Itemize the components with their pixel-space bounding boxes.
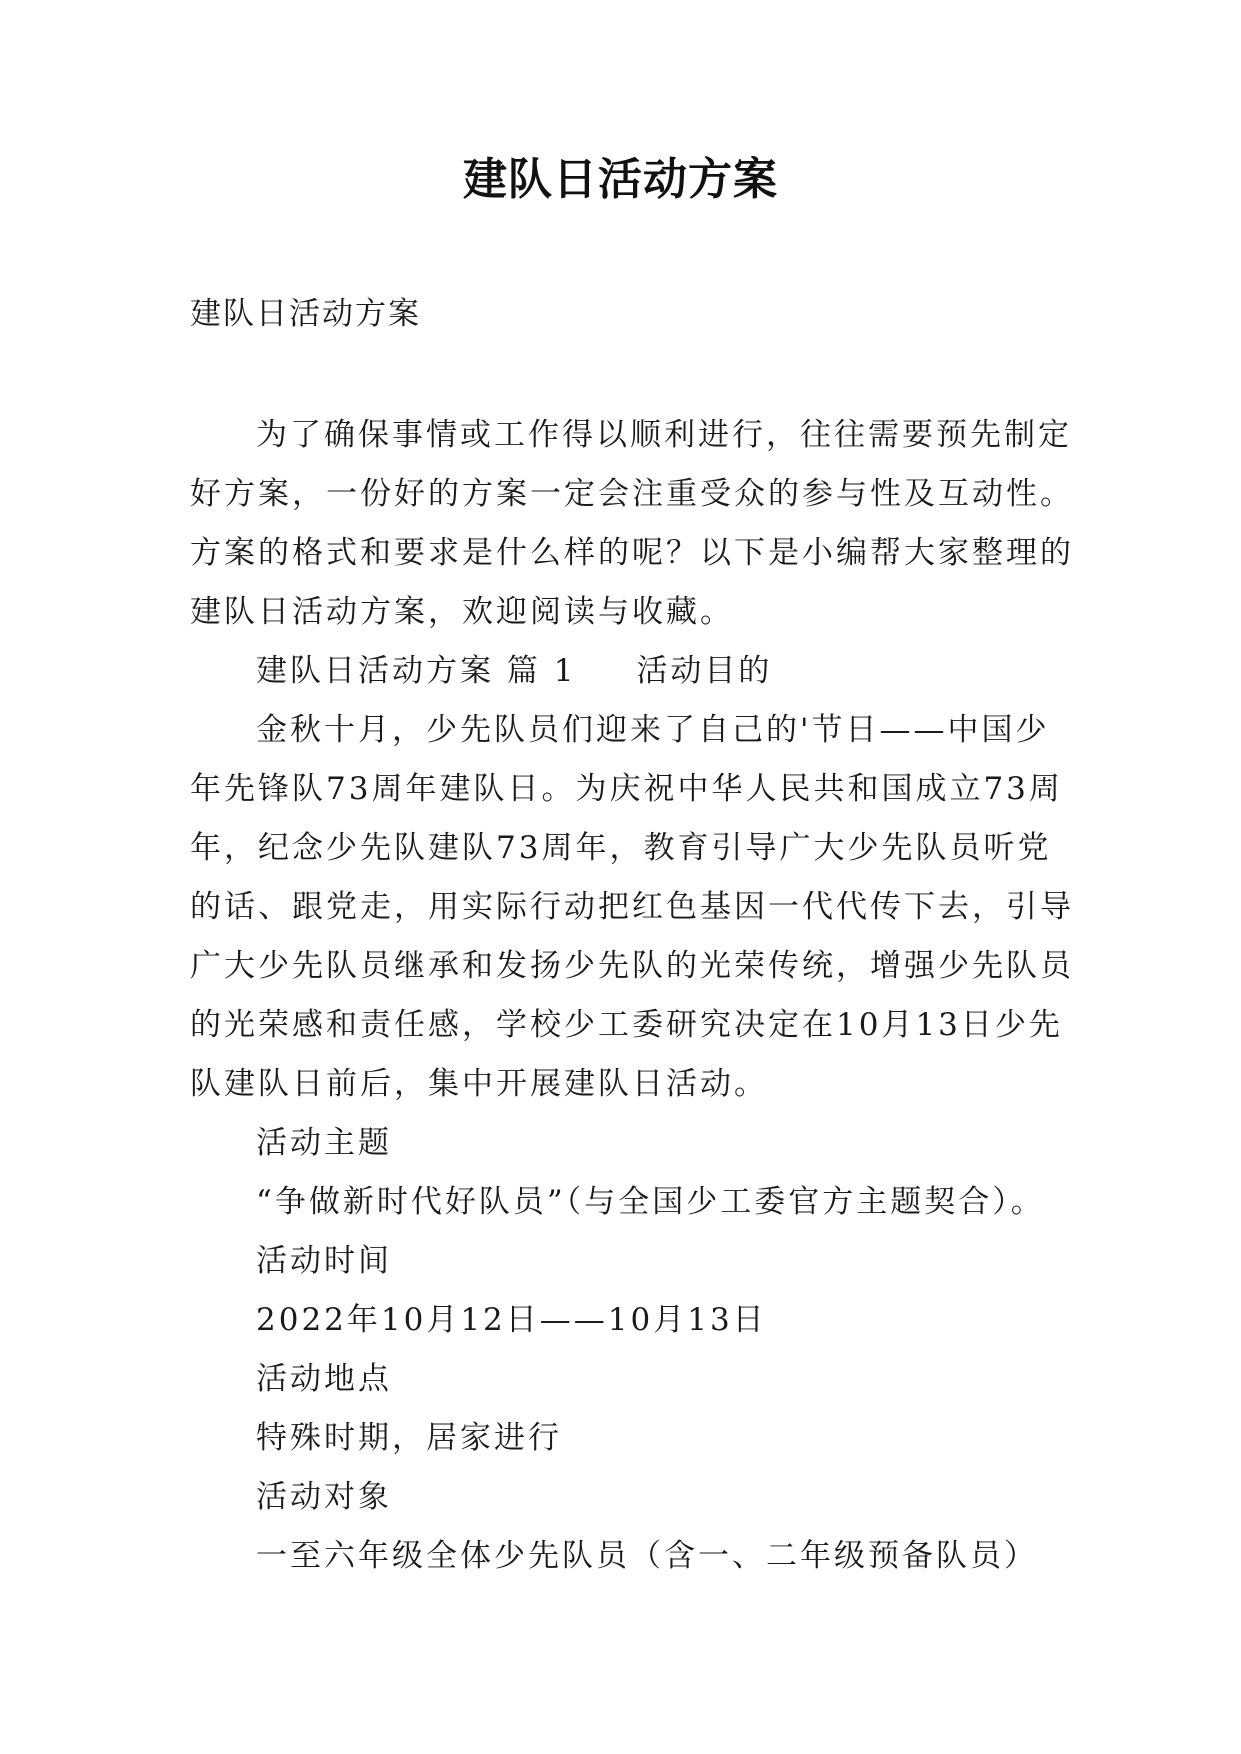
theme-heading: 活动主题 bbox=[256, 1125, 392, 1161]
document-subtitle: 建队日活动方案 bbox=[190, 296, 421, 332]
theme-text: “争做新时代好队员”（与全国少工委官方主题契合）。 bbox=[256, 1184, 1045, 1220]
place-text: 特殊时期，居家进行 bbox=[256, 1420, 562, 1456]
section-heading-line bbox=[190, 642, 1075, 701]
purpose-heading: 活动目的 bbox=[636, 653, 773, 689]
place-heading: 活动地点 bbox=[256, 1361, 392, 1397]
section-heading: 建队日活动方案 篇 1 bbox=[256, 653, 577, 689]
time-text: 2022年10月12日——10月13日 bbox=[256, 1302, 767, 1338]
document-title: 建队日活动方案 bbox=[463, 154, 778, 205]
document-body bbox=[190, 406, 1075, 1586]
audience-text: 一至六年级全体少先队员（含一、二年级预备队员） bbox=[256, 1538, 1038, 1574]
time-heading: 活动时间 bbox=[256, 1243, 392, 1279]
audience-heading: 活动对象 bbox=[256, 1479, 392, 1515]
intro-paragraph: 为了确保事情或工作得以顺利进行，往往需要预先制定好方案，一份好的方案一定会注重受众的参与性及互动性。方案的格式和要求是什么样的呢？以下是小编帮大家整理的建队日活动方案，欢迎阅读与收藏。 bbox=[190, 417, 1074, 630]
purpose-paragraph: 金秋十月，少先队员们迎来了自己的'节日——中国少年先锋队73周年建队日。为庆祝中华人民共和国成立73周年，纪念少先队建队73周年，教育引导广大少先队员听党的话、跟党走，用实际行动把红色基因一代代传下去，引导广大少先队员继承和发扬少先队的光荣传统，增强少先队员的光荣感和责任感，学校少工委研究决定在10月13日少先队建队日前后，集中开展建队日活动。 bbox=[190, 712, 1074, 1102]
